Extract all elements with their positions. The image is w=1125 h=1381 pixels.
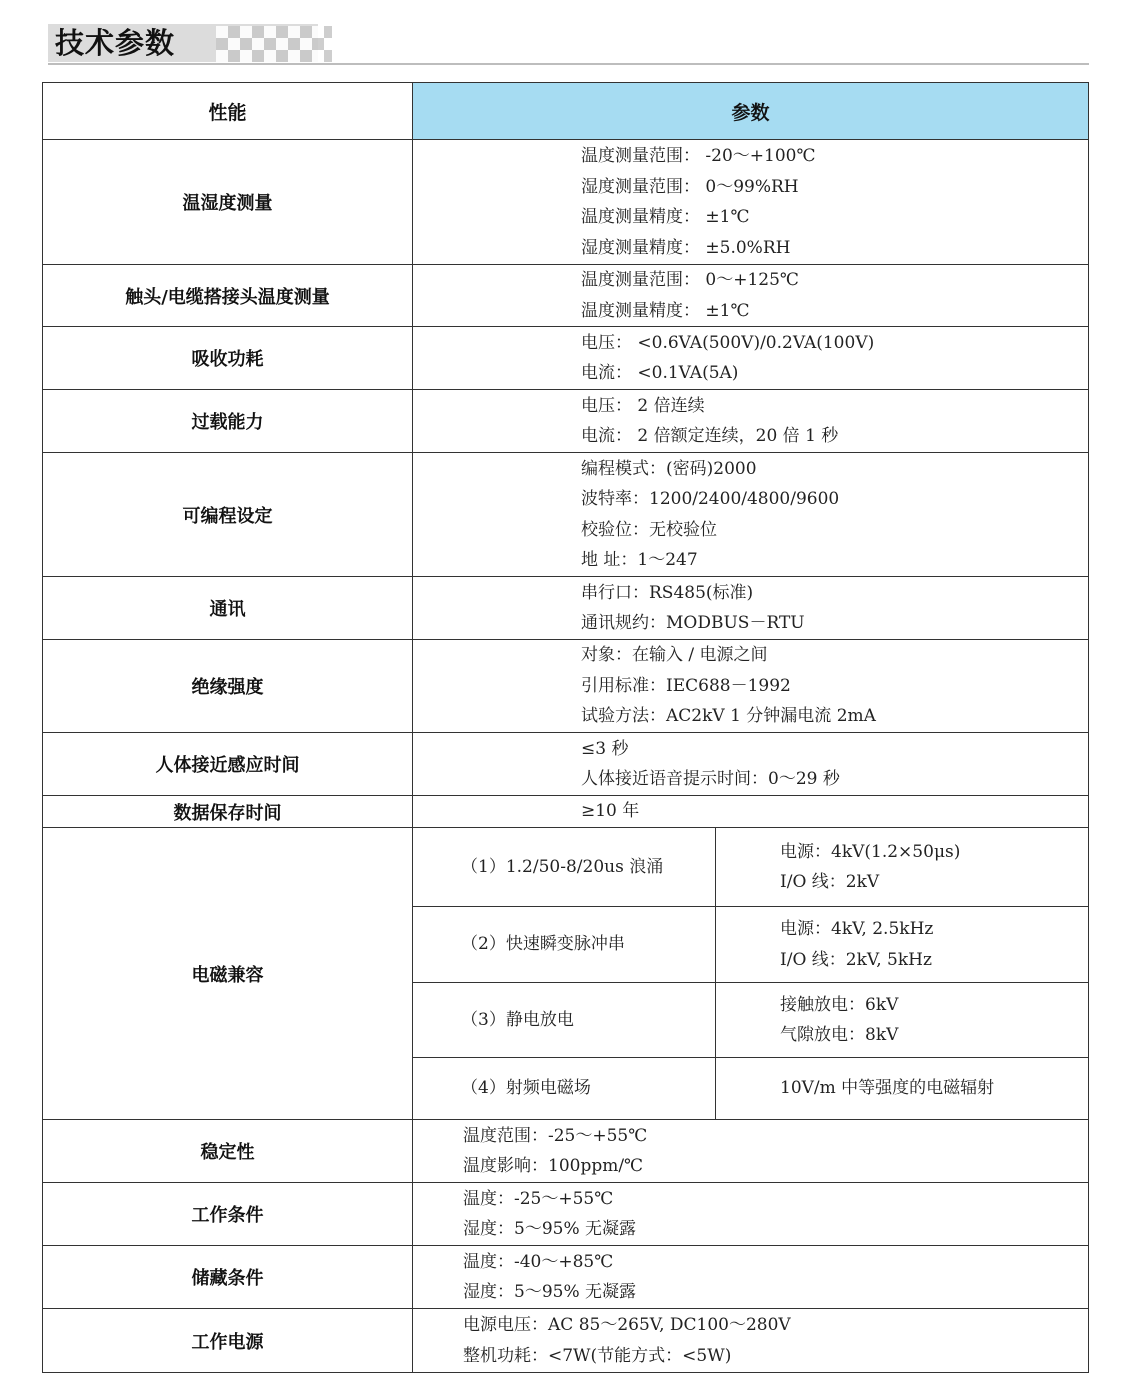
- table-row: [43, 577, 1089, 640]
- table-row: [43, 140, 1089, 265]
- row-values: 串行口：RS485(标准) 通讯规约：MODBUS－RTU: [413, 577, 1089, 640]
- emc-test-name: （3）静电放电: [413, 983, 716, 1058]
- table-row: [43, 1246, 1089, 1309]
- row-label: 绝缘强度: [43, 640, 413, 733]
- row-label: 储藏条件: [43, 1246, 413, 1309]
- row-values: 电压： <0.6VA(500V)/0.2VA(100V) 电流： <0.1VA(5A): [413, 327, 1089, 390]
- title-checker-decoration: [216, 26, 332, 62]
- table-row: [43, 265, 1089, 327]
- row-values: 编程模式：(密码)2000 波特率：1200/2400/4800/9600 校验位：无校验位 地 址：1～247: [413, 453, 1089, 577]
- row-values: 电源电压：AC 85～265V, DC100～280V 整机功耗：<7W(节能方式：<5W): [413, 1309, 1089, 1373]
- table-header-row: [43, 83, 1089, 140]
- table-row: [43, 796, 1089, 828]
- row-values: 电压： 2 倍连续 电流： 2 倍额定连续，20 倍 1 秒: [413, 390, 1089, 453]
- row-values: 温度测量范围： 0～+125℃ 温度测量精度： ±1℃: [413, 265, 1089, 327]
- emc-test-name: （4）射频电磁场: [413, 1058, 716, 1120]
- table-row: [43, 390, 1089, 453]
- emc-test-values: 电源：4kV, 2.5kHz I/O 线：2kV, 5kHz: [716, 907, 1089, 983]
- row-values: 对象：在输入 / 电源之间 引用标准：IEC688－1992 试验方法：AC2kV 1 分钟漏电流 2mA: [413, 640, 1089, 733]
- emc-test-name: （1）1.2/50-8/20us 浪涌: [413, 828, 716, 907]
- header-parameters: 参数: [413, 83, 1089, 140]
- page-title: 技术参数: [55, 26, 176, 60]
- row-label: 温湿度测量: [43, 140, 413, 265]
- emc-test-values: 接触放电：6kV 气隙放电：8kV: [716, 983, 1089, 1058]
- row-values: 温度范围：-25～+55℃ 温度影响：100ppm/℃: [413, 1120, 1089, 1183]
- row-label: 工作电源: [43, 1309, 413, 1373]
- table-row: [43, 1309, 1089, 1373]
- emc-test-values: 电源：4kV(1.2×50μs) I/O 线：2kV: [716, 828, 1089, 907]
- table-row: [43, 640, 1089, 733]
- row-label: 触头/电缆搭接头温度测量: [43, 265, 413, 327]
- row-values: 温度：-25～+55℃ 湿度：5～95% 无凝露: [413, 1183, 1089, 1246]
- row-label: 稳定性: [43, 1120, 413, 1183]
- table-row: [43, 733, 1089, 796]
- table-row: [43, 453, 1089, 577]
- row-values: ≤3 秒 人体接近语音提示时间：0～29 秒: [413, 733, 1089, 796]
- spec-table: [42, 82, 1089, 1373]
- emc-row: [43, 828, 1089, 907]
- row-label: 数据保存时间: [43, 796, 413, 828]
- row-values: 温度：-40～+85℃ 湿度：5～95% 无凝露: [413, 1246, 1089, 1309]
- emc-test-values: 10V/m 中等强度的电磁辐射: [716, 1058, 1089, 1120]
- row-label: 可编程设定: [43, 453, 413, 577]
- section-title-block: [48, 24, 1089, 65]
- table-row: [43, 327, 1089, 390]
- emc-test-name: （2）快速瞬变脉冲串: [413, 907, 716, 983]
- table-row: [43, 1183, 1089, 1246]
- title-underline: [48, 63, 1089, 65]
- header-performance: 性能: [43, 83, 413, 140]
- row-label: 吸收功耗: [43, 327, 413, 390]
- row-label: 人体接近感应时间: [43, 733, 413, 796]
- row-label: 过载能力: [43, 390, 413, 453]
- emc-label: 电磁兼容: [43, 828, 413, 1120]
- row-label: 工作条件: [43, 1183, 413, 1246]
- row-values: 温度测量范围： -20～+100℃ 湿度测量范围： 0～99%RH 温度测量精度： ±1℃ 湿度测量精度： ±5.0%RH: [413, 140, 1089, 265]
- table-row: [43, 1120, 1089, 1183]
- row-values: ≥10 年: [413, 796, 1089, 828]
- row-label: 通讯: [43, 577, 413, 640]
